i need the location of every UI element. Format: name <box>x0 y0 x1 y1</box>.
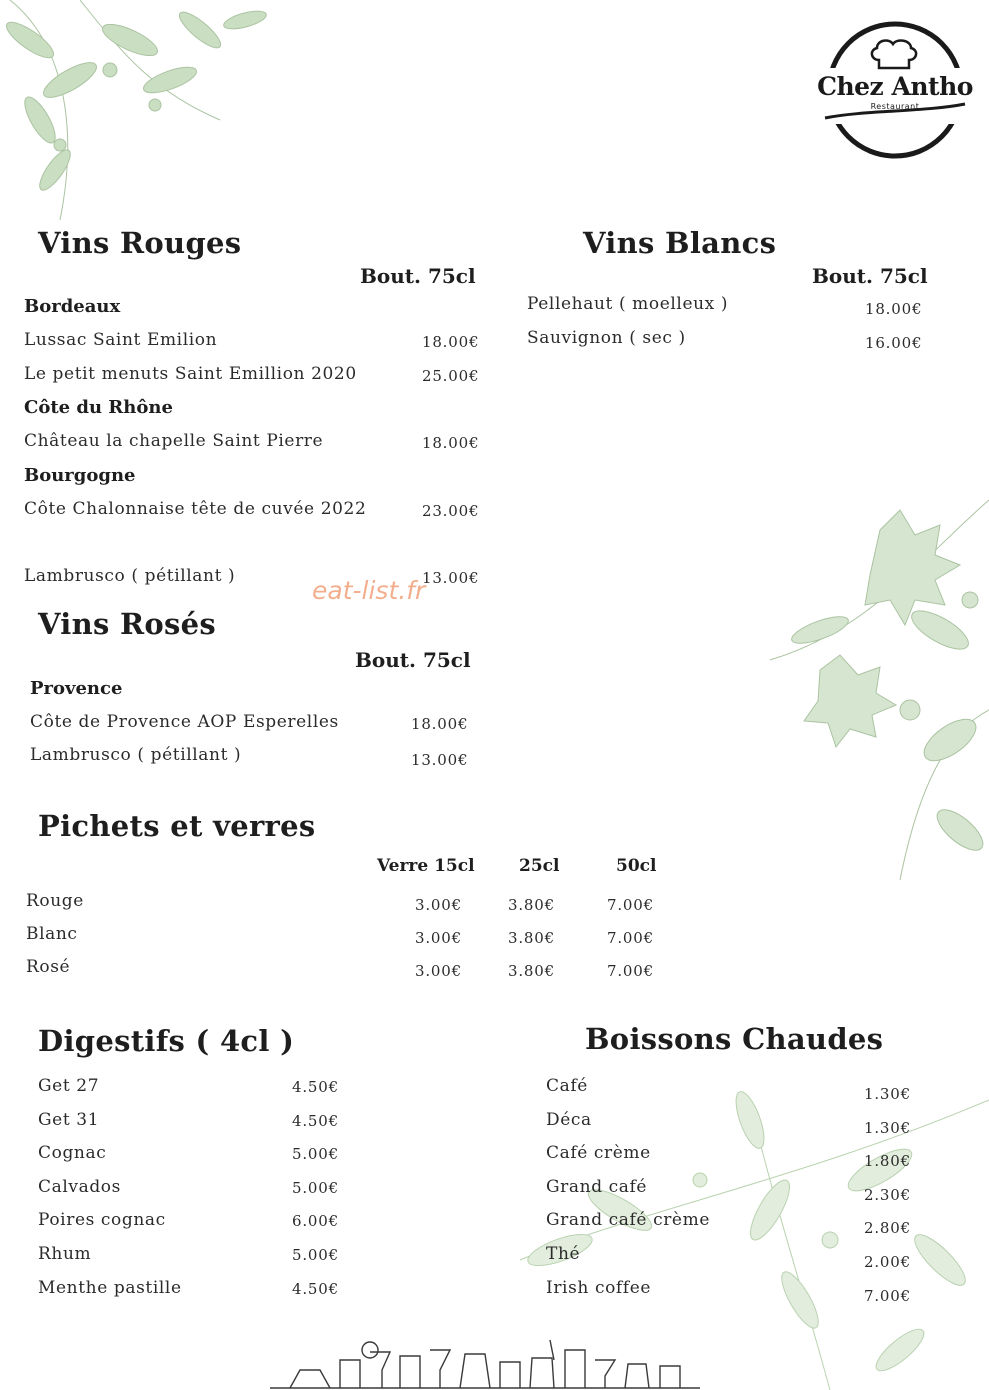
pichets-col-25cl: 25cl <box>519 856 560 876</box>
vins-blancs-title: Vins Blancs <box>583 226 777 260</box>
menu-item-price: 1.30€ <box>864 1085 911 1103</box>
watermark-text: eat-list.fr <box>312 576 426 605</box>
pichets-row-name: Blanc <box>26 924 78 944</box>
menu-item-price: 13.00€ <box>411 751 469 769</box>
pichets-price: 3.00€ <box>415 962 462 980</box>
vins-roses-bottle-header: Bout. 75cl <box>355 648 471 672</box>
menu-item-name: Rhum <box>38 1244 92 1264</box>
menu-item-price: 2.80€ <box>864 1219 911 1238</box>
menu-item-name: Pellehaut ( moelleux ) <box>527 294 729 314</box>
menu-item-name: Côte Chalonnaise tête de cuvée 2022 <box>24 499 367 519</box>
pichets-title: Pichets et verres <box>38 809 316 843</box>
menu-item-price: 18.00€ <box>865 300 923 318</box>
menu-item-price: 18.00€ <box>422 333 480 351</box>
menu-item-name: Le petit menuts Saint Emillion 2020 <box>24 364 357 384</box>
menu-item-name: Thé <box>546 1244 581 1264</box>
pichets-row-name: Rosé <box>26 957 71 977</box>
menu-item-price: 1.30€ <box>864 1118 911 1137</box>
menu-item-name: Lambrusco ( pétillant ) <box>24 566 236 586</box>
digestifs-title: Digestifs ( 4cl ) <box>38 1024 295 1058</box>
menu-item-price: 2.30€ <box>864 1185 911 1204</box>
menu-item-price: 13.00€ <box>422 569 480 587</box>
vins-rouges-bottle-header: Bout. 75cl <box>360 264 476 288</box>
category-cote-du-rhone: Côte du Rhône <box>24 397 173 418</box>
menu-item-name: Get 27 <box>38 1076 100 1096</box>
restaurant-logo <box>815 16 975 164</box>
menu-item-price: 23.00€ <box>422 502 480 520</box>
vins-rouges-title: Vins Rouges <box>38 226 242 260</box>
menu-item-name: Lussac Saint Emilion <box>24 330 218 350</box>
menu-item-name: Cognac <box>38 1143 107 1164</box>
logo-subtitle: Restaurant <box>870 102 920 111</box>
vins-roses-title: Vins Rosés <box>38 607 217 641</box>
menu-item-name: Menthe pastille <box>38 1277 182 1298</box>
menu-item-price: 18.00€ <box>422 434 480 452</box>
pichets-col-verre: Verre 15cl <box>377 856 475 876</box>
menu-item-name: Calvados <box>38 1176 121 1197</box>
menu-item-price: 18.00€ <box>411 715 469 733</box>
category-provence: Provence <box>30 678 123 699</box>
menu-item-name: Sauvignon ( sec ) <box>527 328 686 348</box>
menu-item-name: Get 31 <box>38 1109 100 1130</box>
pichets-price: 3.80€ <box>508 929 555 947</box>
pichets-price: 7.00€ <box>607 962 654 980</box>
menu-item-name: Poires cognac <box>38 1210 166 1231</box>
pichets-col-50cl: 50cl <box>616 856 657 876</box>
menu-item-name: Café <box>546 1076 588 1096</box>
menu-item-name: Déca <box>546 1109 592 1130</box>
menu-item-price: 4.50€ <box>292 1111 339 1130</box>
logo-name: Chez Antho <box>817 72 973 101</box>
vins-blancs-bottle-header: Bout. 75cl <box>812 264 928 288</box>
pichets-price: 3.00€ <box>415 896 462 914</box>
menu-item-name: Grand café crème <box>546 1210 710 1231</box>
menu-item-name: Lambrusco ( pétillant ) <box>30 745 242 765</box>
pichets-price: 7.00€ <box>607 896 654 914</box>
boissons-chaudes-title: Boissons Chaudes <box>585 1022 884 1056</box>
menu-item-price: 2.00€ <box>864 1253 911 1271</box>
menu-item-price: 5.00€ <box>292 1246 339 1264</box>
menu-item-price: 1.80€ <box>864 1152 911 1171</box>
pichets-price: 7.00€ <box>607 929 654 947</box>
menu-item-name: Irish coffee <box>546 1277 652 1298</box>
menu-item-price: 4.50€ <box>292 1078 339 1096</box>
pichets-price: 3.80€ <box>508 896 555 914</box>
foliage-right-decoration <box>760 480 989 900</box>
category-bordeaux: Bordeaux <box>24 296 121 317</box>
menu-item-name: Côte de Provence AOP Esperelles <box>30 712 339 732</box>
category-bourgogne: Bourgogne <box>24 465 136 486</box>
foliage-top-left-decoration <box>0 0 300 240</box>
menu-item-name: Château la chapelle Saint Pierre <box>24 431 324 451</box>
menu-item-price: 25.00€ <box>422 367 480 385</box>
menu-item-price: 5.00€ <box>292 1178 339 1197</box>
pichets-price: 3.80€ <box>508 962 555 980</box>
pichets-row-name: Rouge <box>26 891 84 911</box>
menu-item-price: 16.00€ <box>865 334 923 352</box>
menu-item-price: 7.00€ <box>864 1286 911 1305</box>
glassware-sketch-decoration <box>270 1330 700 1390</box>
menu-item-price: 4.50€ <box>292 1279 339 1298</box>
menu-item-price: 6.00€ <box>292 1212 339 1231</box>
pichets-price: 3.00€ <box>415 929 462 947</box>
menu-item-name: Grand café <box>546 1176 648 1197</box>
menu-item-name: Café crème <box>546 1143 651 1164</box>
menu-item-price: 5.00€ <box>292 1145 339 1164</box>
